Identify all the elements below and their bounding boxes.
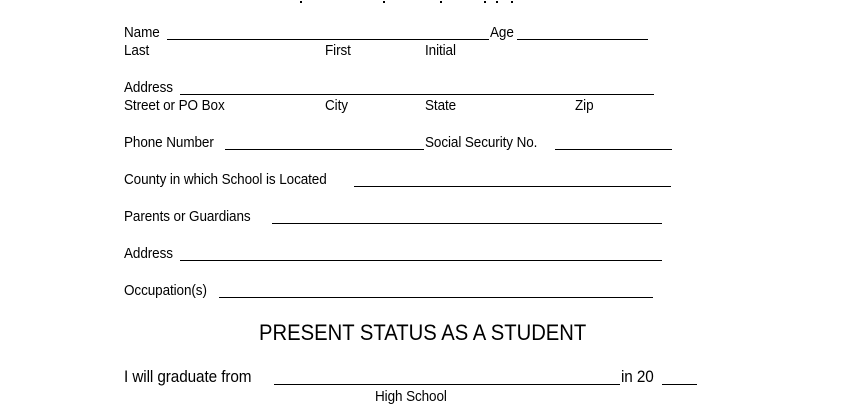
cropped-title-remnant [0,0,850,5]
parents-label: Parents or Guardians [124,208,251,225]
name-field[interactable] [167,39,489,40]
graduate-label: I will graduate from [124,367,252,386]
address-label: Address [124,79,173,96]
first-sublabel: First [325,42,351,59]
name-label: Name [124,24,160,41]
phone-field[interactable] [225,149,424,150]
phone-label: Phone Number [124,134,214,151]
graduation-year-field[interactable] [662,384,697,385]
last-sublabel: Last [124,42,150,59]
occupation-label: Occupation(s) [124,282,207,299]
parents-field[interactable] [272,223,662,224]
state-sublabel: State [425,97,457,114]
occupation-field[interactable] [219,297,653,298]
parents-address-label: Address [124,245,173,262]
age-field[interactable] [517,39,648,40]
age-label: Age [490,24,514,41]
city-sublabel: City [325,97,348,114]
address-field[interactable] [180,94,654,95]
ssn-field[interactable] [555,149,672,150]
county-field[interactable] [354,186,671,187]
initial-sublabel: Initial [425,42,456,59]
county-label: County in which School is Located [124,171,327,188]
high-school-field[interactable] [274,384,620,385]
section-heading: PRESENT STATUS AS A STUDENT [259,320,587,345]
street-sublabel: Street or PO Box [124,97,225,114]
parents-address-field[interactable] [180,260,662,261]
ssn-label: Social Security No. [425,134,538,151]
in-year-label: in 20 [621,367,654,386]
zip-sublabel: Zip [575,97,594,114]
high-school-sublabel: High School [375,388,447,405]
